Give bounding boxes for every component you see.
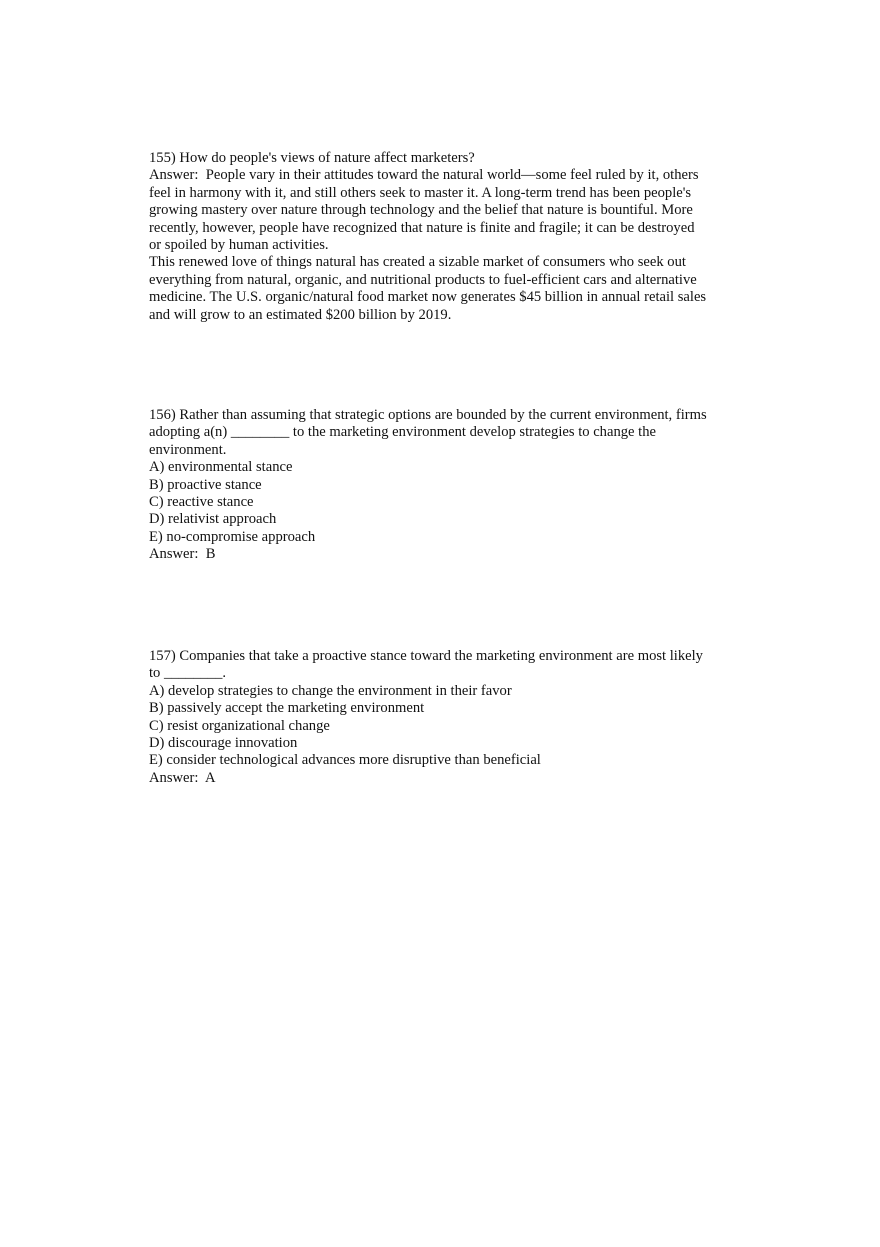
option-b: B) passively accept the marketing environment	[149, 700, 425, 717]
question-text: adopting a(n) ________ to the marketing environment develop strategies to change the	[149, 424, 656, 441]
answer-text: recently, however, people have recognized that nature is finite and fragile; it can be destroyed	[149, 219, 695, 236]
question-155	[149, 150, 729, 324]
option-a: A) environmental stance	[149, 459, 293, 476]
answer-text: feel in harmony with it, and still others seek to master it. A long-term trend has been people's	[149, 184, 692, 201]
question-text: 156) Rather than assuming that strategic options are bounded by the current environment, firms	[149, 407, 707, 423]
answer-text: This renewed love of things natural has created a sizable market of consumers who seek out	[149, 254, 686, 271]
option-c: C) reactive stance	[149, 494, 254, 511]
answer-text: medicine. The U.S. organic/natural food market now generates $45 billion in annual retail sales	[149, 289, 707, 306]
option-e: E) no-compromise approach	[149, 528, 316, 545]
answer-key: Answer: B	[149, 546, 216, 563]
question-text: to ________.	[149, 665, 227, 682]
answer-text: and will grow to an estimated $200 billion by 2019.	[149, 306, 452, 323]
answer-key: Answer: A	[149, 769, 216, 786]
option-d: D) relativist approach	[149, 511, 277, 528]
question-156	[149, 407, 729, 564]
option-a: A) develop strategies to change the environment in their favor	[149, 682, 512, 699]
question-157	[149, 648, 729, 787]
question-text: environment.	[149, 441, 227, 458]
option-b: B) proactive stance	[149, 476, 262, 493]
question-text: 157) Companies that take a proactive stance toward the marketing environment are most likely	[149, 648, 703, 664]
option-e: E) consider technological advances more disruptive than beneficial	[149, 752, 541, 769]
answer-text: or spoiled by human activities.	[149, 237, 329, 254]
question-text: 155) How do people's views of nature affect marketers?	[149, 150, 475, 166]
option-d: D) discourage innovation	[149, 735, 298, 752]
answer-text: growing mastery over nature through technology and the belief that nature is bountiful. More	[149, 202, 693, 219]
option-c: C) resist organizational change	[149, 717, 330, 734]
answer-text: everything from natural, organic, and nutritional products to fuel-efficient cars and alternative	[149, 271, 697, 288]
answer-text: Answer: People vary in their attitudes toward the natural world—some feel ruled by it, others	[149, 167, 699, 184]
